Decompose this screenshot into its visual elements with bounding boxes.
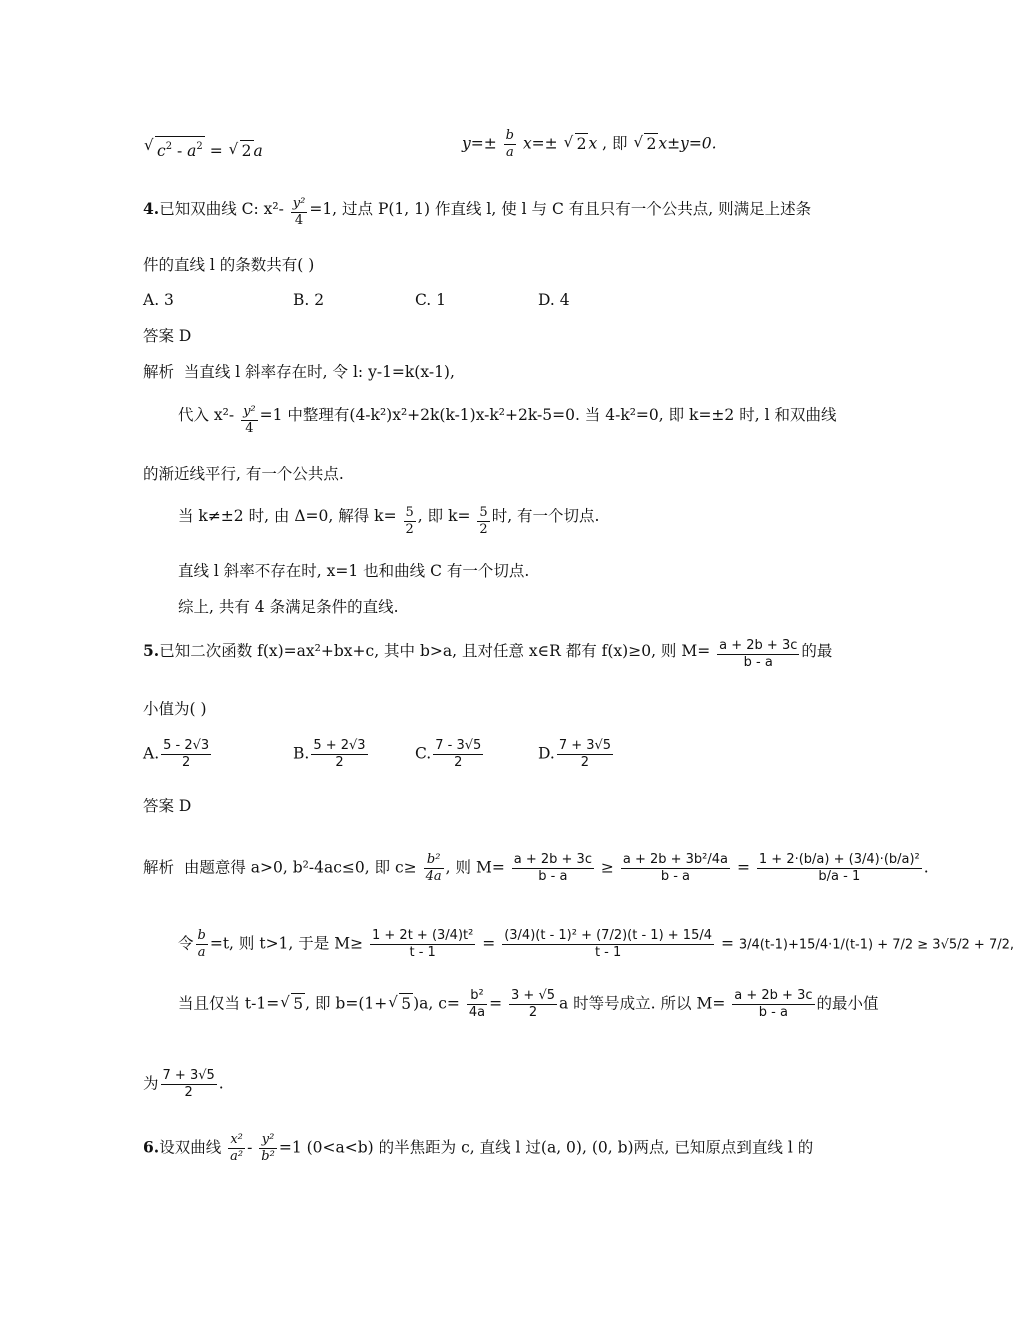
q4-analysis-line4: 当 k≠±2 时, 由 Δ=0, 解得 k= $\frac{5}{2}$ , 即 k= $\frac{5}{2}$ 时, 有一个切点. <box>178 505 600 537</box>
top-asymptote: y=± $\frac{b}{a}$ x=± √ 2 x , 即 √ 2 x±y=0. <box>462 128 717 161</box>
y2-over-4: $\frac{\text{y²}}{4}$ <box>292 196 306 228</box>
q6-stem-line1: 6.设双曲线 $\frac{\text{x²}}{\text{a²}}$ - $\frac{\text{y²}}{\text{b²}}$ =1 (0<a<b) 的半焦距为 c, 直线 l 过(a, 0), (0, b)两点, 已知原点到直线 l 的 <box>143 1132 814 1164</box>
sqrt-2: √ 2 <box>240 140 254 161</box>
q5-option-b: B. $\frac{5 + 2√3}{2}$ <box>293 738 366 770</box>
q4-option-a: A. 3 <box>143 291 174 309</box>
top-sqrt-expression: √ $c^2 - a^2$ = √ 2 a <box>143 136 263 161</box>
q4-option-b: B. 2 <box>293 291 325 309</box>
q5-analysis-line2: 令 $\frac{b}{a}$ =t, 则 t>1, 于是 M≥ $\frac{\text{1 + 2t + (3/4)t²}}{t - 1}$ = $\frac{\text{(3/4)(t - 1)² + (7/2)(t - 1) + 15/4}}{t - 1}$ = 3/4(t-1)+15/4·1/(t-1) + 7/2 ≥ 3√5/2 + 7/2, <box>178 928 1014 960</box>
q4-answer: 答案 D <box>143 327 192 345</box>
q4-stem-line2: 件的直线 l 的条数共有( ) <box>143 256 315 274</box>
q5-answer: 答案 D <box>143 797 192 815</box>
q5-option-a: A. $\frac{5 - 2√3}{2}$ <box>143 738 210 770</box>
q5-option-c: C. $\frac{7 - 3√5}{2}$ <box>415 738 482 770</box>
b-over-a: $\frac{b}{a}$ <box>505 128 514 160</box>
q5-analysis-line1: 解析 由题意得 a>0, b²-4ac≤0, 即 c≥ $\frac{\text{b²}}{4a}$ , 则 M= $\frac{a + 2b + 3c}{b - a}$ ≥ $\frac{\text{a + 2b + 3b²/4a}}{b - a}$ = $\frac{\text{1 + 2·(b/a) + (3/4)·(b/a)²}}{b/a - 1}$ . <box>143 852 929 884</box>
q5-stem-line2: 小值为( ) <box>143 700 207 718</box>
q5-analysis-line3: 当且仅当 t-1=√ 5 , 即 b=(1+√ 5 )a, c= $\frac{\text{b²}}{4a}$ = $\frac{3 + √5}{2}$ a 时等号成立. 所以 M= $\frac{a + 2b + 3c}{b - a}$ 的最小值 <box>178 988 879 1021</box>
q4-analysis-line1: 解析 当直线 l 斜率存在时, 令 l: y-1=k(x-1), <box>143 363 455 381</box>
q4-stem-line1: 4.已知双曲线 C: x²- $\frac{\text{y²}}{4}$ =1, 过点 P(1, 1) 作直线 l, 使 l 与 C 有且只有一个公共点, 则满足上述条 <box>143 196 812 228</box>
q4-analysis-line2: 代入 x²- $\frac{\text{y²}}{4}$ =1 中整理有(4-k²)x²+2k(k-1)x-k²+2k-5=0. 当 4-k²=0, 即 k=±2 时, l 和双曲线 <box>178 404 837 436</box>
sqrt-c2-a2: √ $c^2 - a^2$ <box>155 136 205 161</box>
q5-stem-line1: 5.已知二次函数 f(x)=ax²+bx+c, 其中 b>a, 且对任意 x∈R 都有 f(x)≥0, 则 M= $\frac{a + 2b + 3c}{b - a}$ 的最 <box>143 638 833 670</box>
q5-analysis-line4: 为 $\frac{7 + 3√5}{2}$ . <box>143 1068 224 1100</box>
q4-analysis-line3: 的渐近线平行, 有一个公共点. <box>143 465 344 483</box>
q4-analysis-line6: 综上, 共有 4 条满足条件的直线. <box>178 598 399 616</box>
q4-option-d: D. 4 <box>538 291 570 309</box>
q4-option-c: C. 1 <box>415 291 447 309</box>
q5-option-d: D. $\frac{7 + 3√5}{2}$ <box>538 738 612 770</box>
q4-analysis-line5: 直线 l 斜率不存在时, x=1 也和曲线 C 有一个切点. <box>178 562 530 580</box>
